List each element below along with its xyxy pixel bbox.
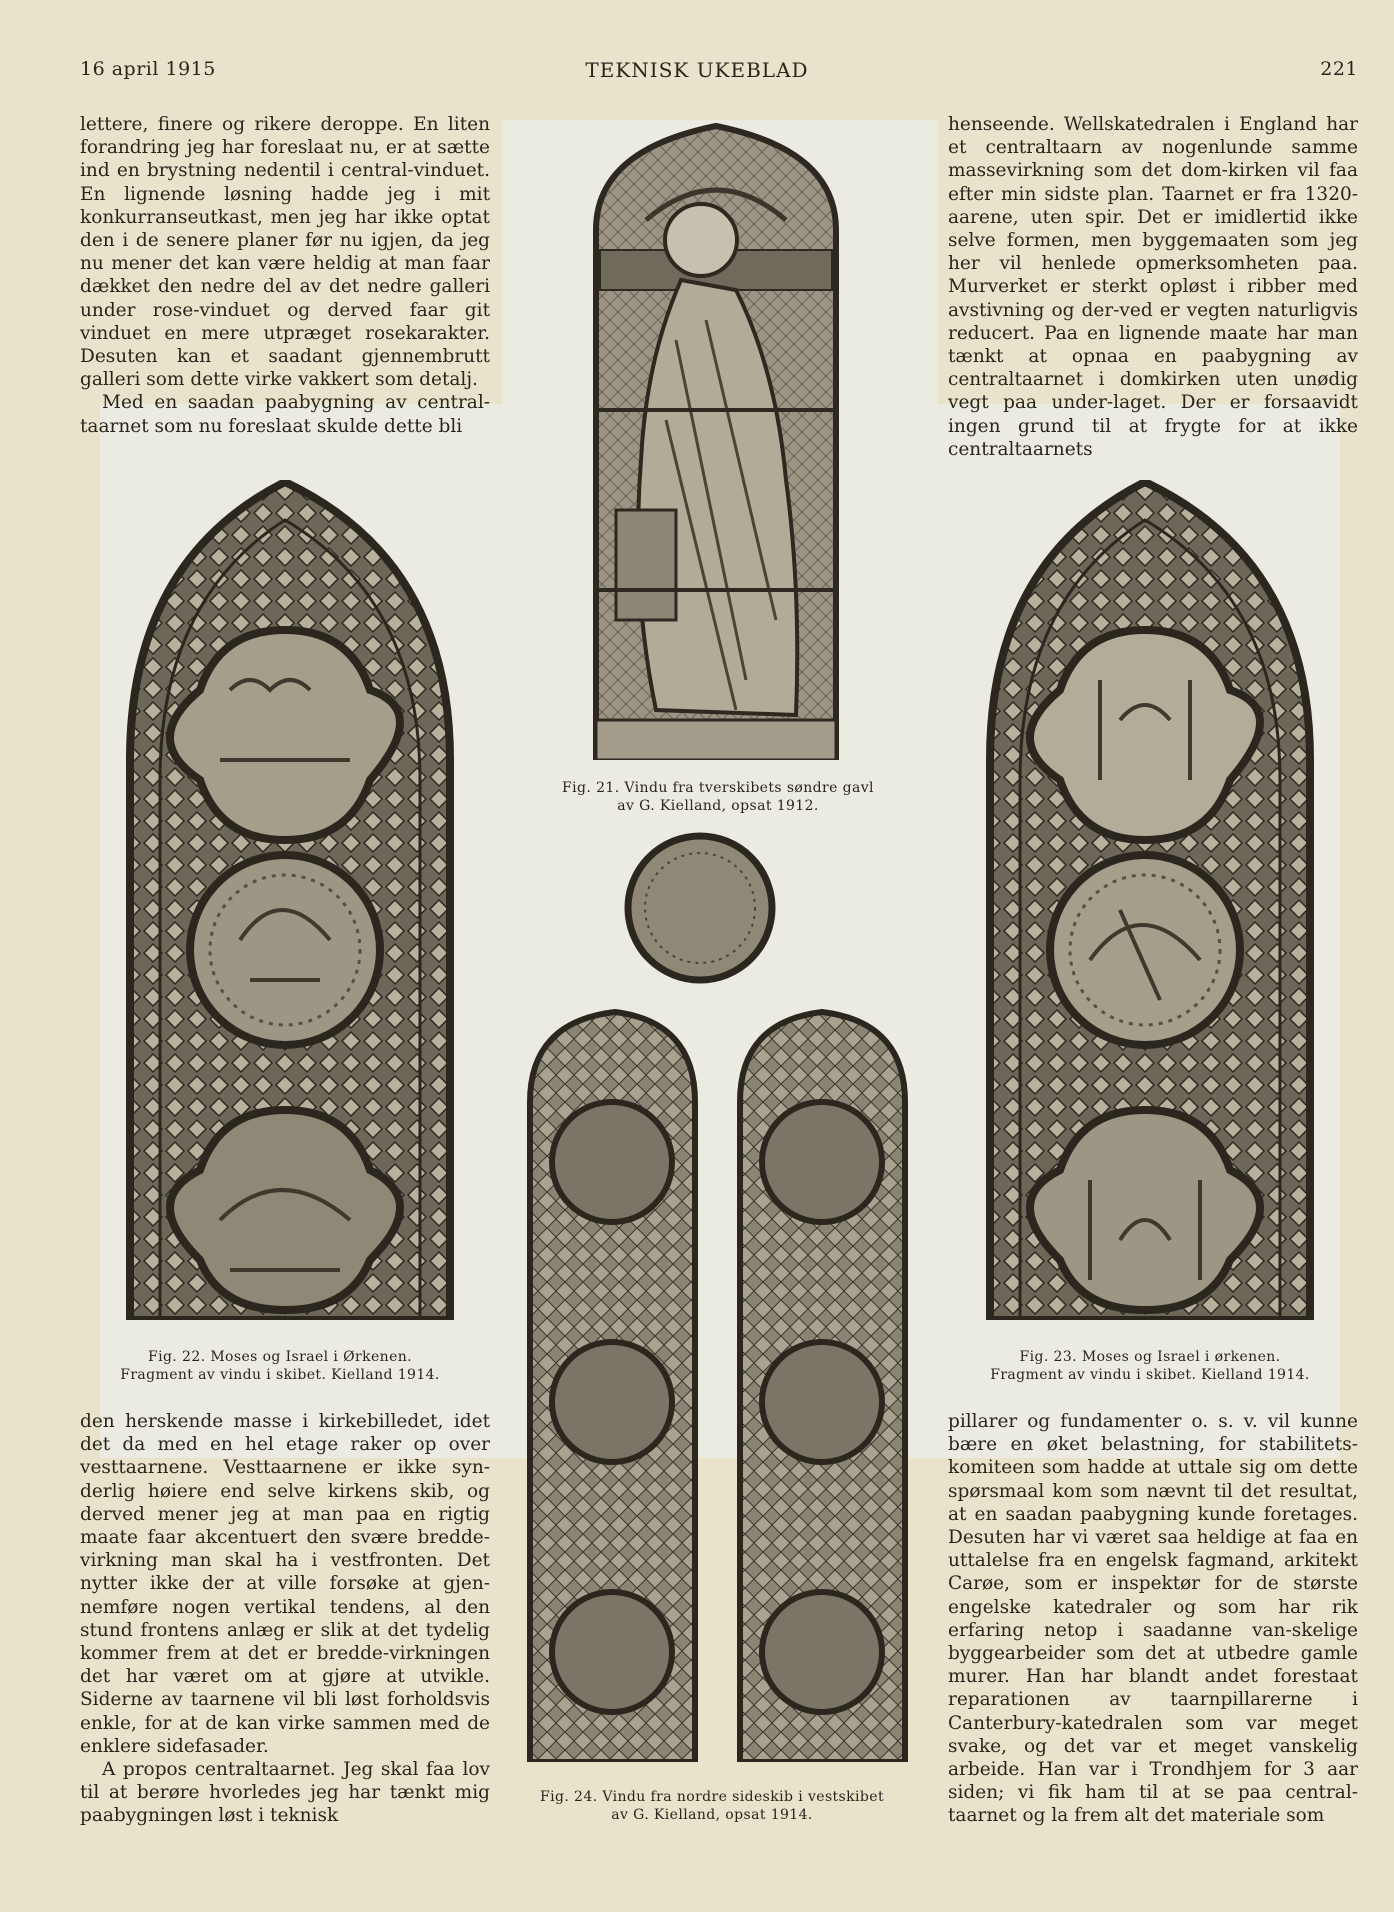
caption-line: Fragment av vindu i skibet. Kielland 1914.	[990, 1367, 1310, 1383]
figure-23-caption	[960, 1348, 1340, 1384]
stained-glass-medallion-window-icon	[120, 480, 460, 1320]
figure-21-window	[586, 120, 846, 760]
column-top-left	[80, 113, 490, 438]
paragraph: pillarer og fundamenter o. s. v. vil kunne bære en øket belastning, for stabilitets-komiteen som hadde at uttale sig om dette spørsmaal kom som nævnt til det resultat, at en saadan paabygning kunde foretages. Desuten har vi været saa heldige at faa en uttalelse fra en engelsk fagmand, arkitekt Carøe, som er inspektør for de største engelske katedraler og som har rik erfaring netop i saadanne van-skelige byggearbeider som det at utbedre gamle murer. Han har blandt andet forestaat reparationen av taarnpillarerne i Canterbury-katedralen som var meget svake, og det var et meget vanskelig arbeide. Han var i Trondhjem for 3 aar siden; vi fik ham til at se paa central-taarnet og la frem alt det materiale som	[948, 1411, 1358, 1827]
paragraph: Med en saadan paabygning av central-taarnet som nu foreslaat skulde dette bli	[80, 392, 490, 437]
issue-date: 16 april 1915	[80, 58, 216, 80]
paragraph: henseende. Wellskatedralen i England har et centraltaarn av nogenlunde samme massevirkning som det dom-kirken vil faa efter min sidste plan. Taarnet er fra 1320-aarene, uten spir. Det er imidlertid ikke selve formen, men byggemaaten som jeg her vil henlede opmerksomheten paa. Murverket er sterkt opløst i ribber med avstivning og der-ved er vegten naturligvis reducert. Paa en lignende maate har man tænkt at opnaa en paabygning av centraltaarnet i domkirken uten unødig vegt paa under-laget. Der er forsaavidt ingen grund til at frygte for at ikke centraltaarnets	[948, 114, 1358, 460]
caption-line: Fig. 22. Moses og Israel i Ørkenen.	[147, 1349, 413, 1365]
page-number: 221	[1320, 58, 1358, 80]
caption-line: Fig. 24. Vindu fra nordre sideskib i vestskibet	[540, 1789, 884, 1805]
stained-glass-medallion-window-icon	[980, 480, 1320, 1320]
paragraph: lettere, finere og rikere deroppe. En liten forandring jeg har foreslaat nu, er at sætte ind en brystning nedentil i central-vinduet. En lignende løsning hadde jeg i mit konkurranseutkast, men jeg har ikke optat den i de senere planer før nu igjen, da jeg nu mener det kan være heldig at man faar dækket den nedre del av det nedre galleri under rose-vinduet og derved faar git vinduet en mere utpræget rosekarakter. Desuten kan et saadant gjennembrutt galleri som dette virke vakkert som detalj.	[80, 114, 490, 391]
stained-glass-saint-icon	[586, 120, 846, 760]
paragraph: den herskende masse i kirkebilledet, idet det da med en hel etage raker op over vesttaarnene. Vesttaarnene er ikke syn-derlig høiere end selve kirkens skib, og derved mener jeg at man paa en rigtig maate faar akcentuert den svære bredde-virkning man skal ha i vestfronten. Det nytter ikke der at ville forsøke at gjen-nemføre nogen vertikal tendens, al den stund frontens anlæg er slik at det tydelig kommer frem at det er bredde-virkningen det har været om at gjøre at utvikle. Siderne av taarnene vil bli løst forholdsvis enkle, for at de kan virke sammen med de enklere sidefasader.	[80, 1411, 490, 1757]
paragraph: A propos centraltaarnet. Jeg skal faa lov til at berøre hvorledes jeg har tænkt mig paabygningen løst i teknisk	[80, 1759, 490, 1827]
column-bottom-right	[948, 1410, 1358, 1828]
caption-line: av G. Kielland, opsat 1912.	[617, 798, 819, 814]
figure-22-caption	[90, 1348, 470, 1384]
journal-title: TEKNISK UKEBLAD	[585, 58, 809, 82]
caption-line: Fig. 23. Moses og Israel i ørkenen.	[1019, 1349, 1281, 1365]
figure-24-caption	[512, 1788, 912, 1824]
caption-line: Fig. 21. Vindu fra tverskibets søndre gavl	[562, 780, 874, 796]
caption-line: Fragment av vindu i skibet. Kielland 1914.	[120, 1367, 440, 1383]
column-bottom-left	[80, 1410, 490, 1828]
figure-23-window	[980, 480, 1320, 1320]
figure-22-window	[120, 480, 460, 1320]
column-top-right	[948, 113, 1358, 461]
stained-glass-twin-lancet-icon	[520, 832, 920, 1762]
figure-24-window	[520, 832, 920, 1762]
caption-line: av G. Kielland, opsat 1914.	[611, 1807, 813, 1823]
figure-21-caption	[518, 779, 918, 815]
